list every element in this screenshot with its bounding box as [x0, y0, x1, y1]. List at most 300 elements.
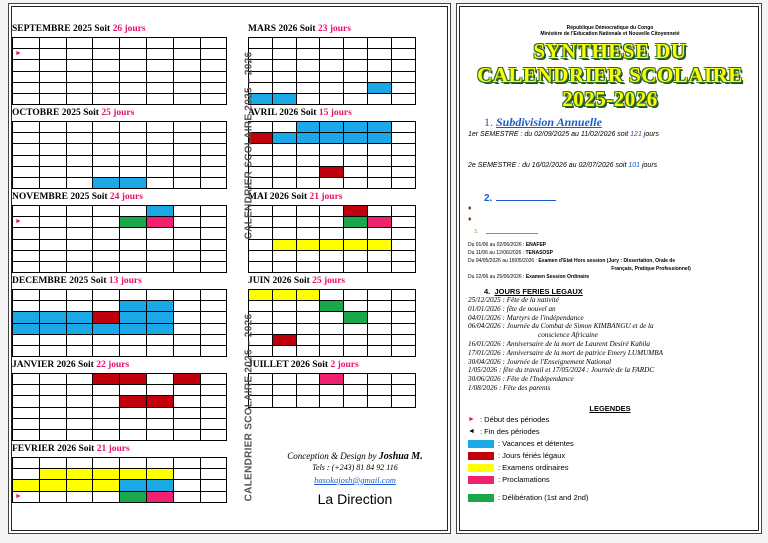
day-cell	[40, 324, 67, 335]
day-cell	[174, 324, 201, 335]
day-cell	[174, 217, 201, 228]
day-cell	[40, 72, 67, 83]
day-cell	[13, 60, 40, 71]
day-cell	[320, 324, 344, 335]
day-cell	[368, 251, 392, 262]
day-cell	[40, 217, 67, 228]
day-cell	[174, 312, 201, 323]
day-cell	[297, 133, 321, 144]
legend-end: ◄ : Fin des périodes	[468, 427, 540, 436]
day-cell	[392, 228, 416, 239]
day-cell	[320, 60, 344, 71]
day-cell	[40, 469, 67, 480]
day-cell	[273, 346, 297, 357]
day-cell	[174, 240, 201, 251]
day-cell	[320, 167, 344, 178]
day-cell	[120, 396, 147, 407]
day-cell	[392, 251, 416, 262]
day-cell	[40, 94, 67, 105]
day-cell	[13, 94, 40, 105]
day-cell	[392, 335, 416, 346]
day-cell	[13, 374, 40, 385]
day-cell	[13, 122, 40, 133]
day-cell	[201, 228, 228, 239]
day-cell	[320, 312, 344, 323]
day-cell	[344, 167, 368, 178]
day-cell	[93, 72, 120, 83]
day-cell	[93, 133, 120, 144]
credit-phone: Tels : (+243) 81 84 92 116	[312, 463, 398, 472]
day-cell	[392, 385, 416, 396]
credits	[262, 451, 448, 507]
day-cell	[320, 335, 344, 346]
day-cell	[40, 385, 67, 396]
day-cell	[174, 122, 201, 133]
day-cell	[392, 301, 416, 312]
day-cell	[392, 240, 416, 251]
day-cell	[120, 122, 147, 133]
day-cell	[93, 144, 120, 155]
month-grid	[12, 37, 227, 105]
day-cell	[147, 324, 174, 335]
day-cell	[273, 228, 297, 239]
day-cell	[120, 385, 147, 396]
day-cell	[93, 251, 120, 262]
day-cell	[67, 60, 94, 71]
day-cell	[67, 217, 94, 228]
day-cell	[273, 49, 297, 60]
legend-vacances: : Vacances et détentes	[468, 439, 574, 448]
day-cell	[368, 206, 392, 217]
day-cell	[147, 72, 174, 83]
day-cell	[13, 251, 40, 262]
day-cell	[273, 251, 297, 262]
day-cell	[40, 156, 67, 167]
day-cell	[93, 290, 120, 301]
day-cell	[120, 374, 147, 385]
day-cell	[368, 324, 392, 335]
day-cell	[13, 133, 40, 144]
month-grid	[248, 37, 416, 105]
day-cell	[392, 324, 416, 335]
day-cell	[13, 49, 40, 60]
arrow-right-icon: ►	[15, 218, 22, 226]
day-cell	[120, 228, 147, 239]
day-cell	[392, 346, 416, 357]
day-cell	[320, 374, 344, 385]
day-cell	[320, 94, 344, 105]
day-cell	[147, 396, 174, 407]
day-cell	[40, 83, 67, 94]
day-cell	[201, 385, 228, 396]
day-cell	[344, 72, 368, 83]
day-cell	[67, 408, 94, 419]
day-cell	[40, 430, 67, 441]
day-cell	[297, 178, 321, 189]
day-cell	[201, 492, 228, 503]
day-cell	[13, 335, 40, 346]
day-cell	[40, 346, 67, 357]
month-grid	[12, 121, 227, 189]
month-grid	[12, 289, 227, 357]
day-cell	[147, 133, 174, 144]
arrow-right-icon: ►	[15, 50, 22, 58]
day-cell	[344, 144, 368, 155]
day-cell	[273, 60, 297, 71]
day-cell	[320, 156, 344, 167]
day-cell	[120, 240, 147, 251]
day-cell	[120, 72, 147, 83]
day-cell	[297, 312, 321, 323]
day-cell	[297, 206, 321, 217]
day-cell	[13, 346, 40, 357]
day-cell	[273, 144, 297, 155]
day-cell	[93, 122, 120, 133]
day-cell	[344, 206, 368, 217]
day-cell	[320, 217, 344, 228]
day-cell	[297, 144, 321, 155]
day-cell	[297, 72, 321, 83]
day-cell	[67, 312, 94, 323]
day-cell	[13, 430, 40, 441]
day-cell	[174, 458, 201, 469]
day-cell	[201, 122, 228, 133]
day-cell	[201, 290, 228, 301]
day-cell	[201, 419, 228, 430]
day-cell	[368, 38, 392, 49]
day-cell	[67, 335, 94, 346]
day-cell	[13, 228, 40, 239]
day-cell	[40, 167, 67, 178]
day-cell	[13, 38, 40, 49]
day-cell	[273, 374, 297, 385]
holidays-list	[468, 296, 756, 393]
ministry-label: Ministère de l'Education Nationale et Nouvelle Citoyenneté	[540, 31, 680, 37]
day-cell	[13, 167, 40, 178]
day-cell	[174, 83, 201, 94]
day-cell	[368, 240, 392, 251]
day-cell	[344, 133, 368, 144]
day-cell	[120, 324, 147, 335]
day-cell	[392, 374, 416, 385]
day-cell	[93, 385, 120, 396]
legend-title: LEGENDES	[589, 404, 631, 413]
day-cell	[120, 408, 147, 419]
day-cell	[320, 178, 344, 189]
day-cell	[392, 72, 416, 83]
day-cell	[201, 178, 228, 189]
day-cell	[67, 324, 94, 335]
day-cell	[40, 290, 67, 301]
day-cell	[201, 240, 228, 251]
day-cell	[147, 251, 174, 262]
day-cell	[147, 430, 174, 441]
day-cell	[13, 385, 40, 396]
day-cell	[67, 458, 94, 469]
day-cell	[201, 480, 228, 491]
day-cell	[147, 217, 174, 228]
day-cell	[273, 167, 297, 178]
day-cell	[93, 83, 120, 94]
day-cell	[344, 38, 368, 49]
day-cell	[93, 178, 120, 189]
day-cell	[320, 251, 344, 262]
day-cell	[297, 324, 321, 335]
day-cell	[320, 228, 344, 239]
day-cell	[273, 83, 297, 94]
day-cell	[344, 178, 368, 189]
day-cell	[297, 38, 321, 49]
legend-proclamations: : Proclamations	[468, 475, 550, 484]
day-cell	[147, 178, 174, 189]
day-cell	[297, 335, 321, 346]
day-cell	[392, 38, 416, 49]
day-cell	[120, 346, 147, 357]
day-cell	[368, 49, 392, 60]
day-cell	[297, 83, 321, 94]
day-cell	[344, 301, 368, 312]
day-cell	[297, 228, 321, 239]
day-cell	[93, 458, 120, 469]
day-cell	[201, 94, 228, 105]
day-cell	[344, 156, 368, 167]
day-cell	[368, 228, 392, 239]
holiday-item: 04/01/2026 : Martyrs de l'indépendance	[468, 313, 584, 322]
day-cell	[67, 83, 94, 94]
day-cell	[201, 83, 228, 94]
day-cell	[320, 133, 344, 144]
day-cell	[201, 335, 228, 346]
day-cell	[201, 262, 228, 273]
day-cell	[147, 312, 174, 323]
swatch-proclamations	[468, 476, 494, 484]
day-cell	[120, 458, 147, 469]
day-cell	[67, 72, 94, 83]
month-grid	[12, 205, 227, 273]
month-title: MAI 2026 Soit 21 jours	[248, 192, 343, 202]
day-cell	[368, 396, 392, 407]
day-cell	[40, 178, 67, 189]
day-cell	[368, 94, 392, 105]
day-cell	[67, 469, 94, 480]
day-cell	[174, 385, 201, 396]
day-cell	[120, 335, 147, 346]
day-cell	[13, 240, 40, 251]
day-cell	[120, 156, 147, 167]
day-cell	[93, 419, 120, 430]
day-cell	[13, 492, 40, 503]
day-cell	[297, 122, 321, 133]
day-cell	[147, 60, 174, 71]
day-cell	[93, 312, 120, 323]
holidays-title: 4. JOURS FERIES LEGAUX	[484, 287, 583, 296]
day-cell	[174, 419, 201, 430]
day-cell	[392, 49, 416, 60]
swatch-feries	[468, 452, 494, 460]
day-cell	[368, 217, 392, 228]
day-cell	[93, 492, 120, 503]
day-cell	[368, 60, 392, 71]
day-cell	[67, 385, 94, 396]
day-cell	[392, 396, 416, 407]
day-cell	[67, 178, 94, 189]
day-cell	[120, 251, 147, 262]
day-cell	[392, 60, 416, 71]
holiday-item: 17/01/2026 : Anniversaire de la mort de patrice Emery LUMUMBA	[468, 348, 664, 357]
day-cell	[368, 122, 392, 133]
day-cell	[273, 312, 297, 323]
day-cell	[297, 217, 321, 228]
day-cell	[147, 122, 174, 133]
day-cell	[320, 290, 344, 301]
day-cell	[249, 262, 273, 273]
credit-design: Conception & Design by Joshua M.	[287, 451, 423, 462]
day-cell	[174, 49, 201, 60]
day-cell	[13, 83, 40, 94]
credit-email-link[interactable]: basokajosh@gmail.com	[314, 475, 396, 485]
day-cell	[147, 228, 174, 239]
vertical-title-bottom: CALENDRIER SCOLAIRE 2025 – 2026	[243, 313, 255, 501]
day-cell	[40, 240, 67, 251]
month-title: NOVEMBRE 2025 Soit 24 jours	[12, 192, 143, 202]
day-cell	[320, 38, 344, 49]
day-cell	[67, 374, 94, 385]
day-cell	[40, 458, 67, 469]
day-cell	[201, 49, 228, 60]
month-grid	[248, 289, 416, 357]
day-cell	[201, 396, 228, 407]
day-cell	[120, 217, 147, 228]
day-cell	[67, 167, 94, 178]
day-cell	[174, 228, 201, 239]
day-cell	[13, 206, 40, 217]
day-cell	[40, 262, 67, 273]
holiday-item: 25/12/2025 : Fête de la nativité	[468, 296, 559, 304]
day-cell	[40, 122, 67, 133]
day-cell	[120, 133, 147, 144]
day-cell	[67, 492, 94, 503]
day-cell	[93, 94, 120, 105]
section-3: 3.	[486, 233, 538, 234]
day-cell	[174, 408, 201, 419]
day-cell	[320, 262, 344, 273]
day-cell	[344, 262, 368, 273]
day-cell	[13, 480, 40, 491]
month-grid	[248, 205, 416, 273]
day-cell	[120, 312, 147, 323]
day-cell	[93, 301, 120, 312]
day-cell	[13, 217, 40, 228]
holiday-item: 30/06/2026 : Fête de l'Indépendance	[468, 375, 574, 384]
day-cell	[201, 408, 228, 419]
swatch-vacances	[468, 440, 494, 448]
day-cell	[67, 144, 94, 155]
day-cell	[93, 430, 120, 441]
day-cell	[147, 458, 174, 469]
day-cell	[120, 49, 147, 60]
day-cell	[13, 290, 40, 301]
day-cell	[147, 374, 174, 385]
day-cell	[201, 458, 228, 469]
day-cell	[368, 133, 392, 144]
day-cell	[147, 38, 174, 49]
day-cell	[344, 396, 368, 407]
exam-item: Français, Pratique Professionnel)	[611, 266, 691, 272]
day-cell	[320, 240, 344, 251]
title-line-3: 2025-2026	[562, 87, 658, 111]
day-cell	[201, 430, 228, 441]
day-cell	[40, 374, 67, 385]
day-cell	[201, 60, 228, 71]
day-cell	[67, 240, 94, 251]
day-cell	[93, 374, 120, 385]
day-cell	[174, 480, 201, 491]
day-cell	[273, 206, 297, 217]
day-cell	[344, 94, 368, 105]
day-cell	[273, 94, 297, 105]
day-cell	[40, 335, 67, 346]
day-cell	[392, 144, 416, 155]
day-cell	[174, 94, 201, 105]
day-cell	[147, 419, 174, 430]
day-cell	[147, 262, 174, 273]
day-cell	[174, 133, 201, 144]
day-cell	[344, 49, 368, 60]
day-cell	[297, 262, 321, 273]
exam-list	[468, 241, 754, 281]
calendar-grid-panel	[11, 6, 448, 531]
day-cell	[93, 217, 120, 228]
day-cell	[120, 206, 147, 217]
day-cell	[40, 301, 67, 312]
day-cell	[368, 156, 392, 167]
day-cell	[201, 133, 228, 144]
day-cell	[67, 228, 94, 239]
month-title: SEPTEMBRE 2025 Soit 26 jours	[12, 24, 146, 34]
day-cell	[201, 206, 228, 217]
day-cell	[147, 94, 174, 105]
day-cell	[40, 38, 67, 49]
day-cell	[320, 346, 344, 357]
day-cell	[392, 122, 416, 133]
day-cell	[174, 492, 201, 503]
day-cell	[273, 72, 297, 83]
day-cell	[273, 178, 297, 189]
day-cell	[120, 167, 147, 178]
day-cell	[120, 262, 147, 273]
day-cell	[147, 469, 174, 480]
day-cell	[320, 49, 344, 60]
day-cell	[147, 346, 174, 357]
day-cell	[13, 144, 40, 155]
day-cell	[201, 144, 228, 155]
day-cell	[174, 396, 201, 407]
day-cell	[67, 290, 94, 301]
legend-feries: : Jours fériés légaux	[468, 451, 565, 460]
day-cell	[297, 385, 321, 396]
day-cell	[40, 251, 67, 262]
day-cell	[147, 301, 174, 312]
day-cell	[40, 408, 67, 419]
legend-examens: : Examens ordinaires	[468, 463, 568, 472]
day-cell	[368, 262, 392, 273]
holiday-item: 01/01/2026 : fête de nouvel an	[468, 304, 556, 313]
month-grid	[12, 457, 227, 503]
day-cell	[273, 335, 297, 346]
day-cell	[13, 262, 40, 273]
day-cell	[201, 324, 228, 335]
day-cell	[297, 60, 321, 71]
